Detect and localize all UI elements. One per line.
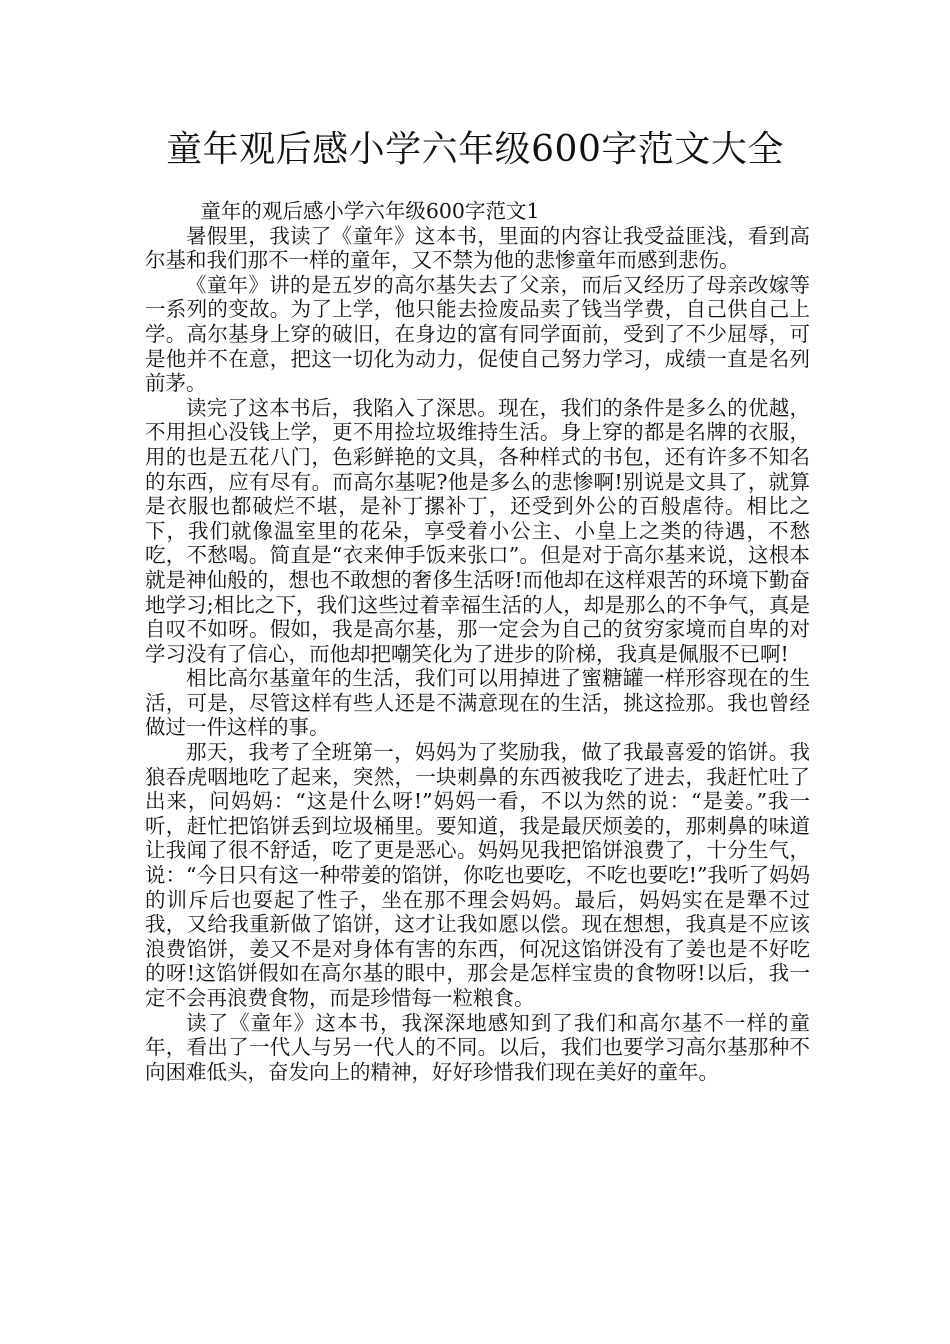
paragraph-1: 暑假里，我读了《童年》这本书，里面的内容让我受益匪浅，看到高尔基和我们那不一样的童年，又不禁为他的悲惨童年而感到悲伤。 <box>145 223 810 273</box>
document-body <box>145 199 810 1084</box>
paragraph-2: 《童年》讲的是五岁的高尔基失去了父亲，而后又经历了母亲改嫁等一系列的变故。为了上学，他只能去捡废品卖了钱当学费，自己供自己上学。高尔基身上穿的破旧，在身边的富有同学面前，受到了不少屈辱，可是他并不在意，把这一切化为动力，促使自己努力学习，成绩一直是名列前茅。 <box>145 272 810 396</box>
document-title: 童年观后感小学六年级600字范文大全 <box>166 129 784 170</box>
paragraph-5: 那天，我考了全班第一，妈妈为了奖励我，做了我最喜爱的馅饼。我狼吞虎咽地吃了起来，突然，一块刺鼻的东西被我吃了进去，我赶忙吐了出来，问妈妈：“这是什么呀!”妈妈一看，不以为然的说：“是姜。”我一听，赶忙把馅饼丢到垃圾桶里。要知道，我是最厌烦姜的，那刺鼻的味道让我闻了很不舒适，吃了更是恶心。妈妈见我把馅饼浪费了，十分生气，说：“今日只有这一种带姜的馅饼，你吃也要吃，不吃也要吃!”我听了妈妈的训斥后也耍起了性子，坐在那不理会妈妈。最后，妈妈实在是犟不过我，又给我重新做了馅饼，这才让我如愿以偿。现在想想，我真是不应该浪费馅饼，姜又不是对身体有害的东西，何况这馅饼没有了姜也是不好吃的呀!这馅饼假如在高尔基的眼中，那会是怎样宝贵的食物呀!以后，我一定不会再浪费食物，而是珍惜每一粒粮食。 <box>145 740 810 1010</box>
paragraph-4: 相比高尔基童年的生活，我们可以用掉进了蜜糖罐一样形容现在的生活，可是，尽管这样有些人还是不满意现在的生活，挑这捡那。我也曾经做过一件这样的事。 <box>145 666 810 740</box>
paragraph-3: 读完了这本书后，我陷入了深思。现在，我们的条件是多么的优越，不用担心没钱上学，更不用捡垃圾维持生活。身上穿的都是名牌的衣服，用的也是五花八门，色彩鲜艳的文具，各种样式的书包，还有许多不知名的东西，应有尽有。而高尔基呢?他是多么的悲惨啊!别说是文具了，就算是衣服也都破烂不堪，是补丁摞补丁，还受到外公的百般虐待。相比之下，我们就像温室里的花朵，享受着小公主、小皇上之类的待遇，不愁吃，不愁喝。简直是“衣来伸手饭来张口”。但是对于高尔基来说，这根本就是神仙般的，想也不敢想的奢侈生活呀!而他却在这样艰苦的环境下勤奋地学习;相比之下，我们这些过着幸福生活的人，却是那么的不争气，真是自叹不如呀。假如，我是高尔基，那一定会为自己的贫穷家境而自卑的对学习没有了信心，而他却把嘲笑化为了进步的阶梯，我真是佩服不已啊! <box>145 395 810 666</box>
paragraph-6: 读了《童年》这本书，我深深地感知到了我们和高尔基不一样的童年，看出了一代人与另一代人的不同。以后，我们也要学习高尔基那种不向困难低头，奋发向上的精神，好好珍惜我们现在美好的童年。 <box>145 1010 810 1084</box>
section-heading: 童年的观后感小学六年级600字范文1 <box>200 199 540 223</box>
